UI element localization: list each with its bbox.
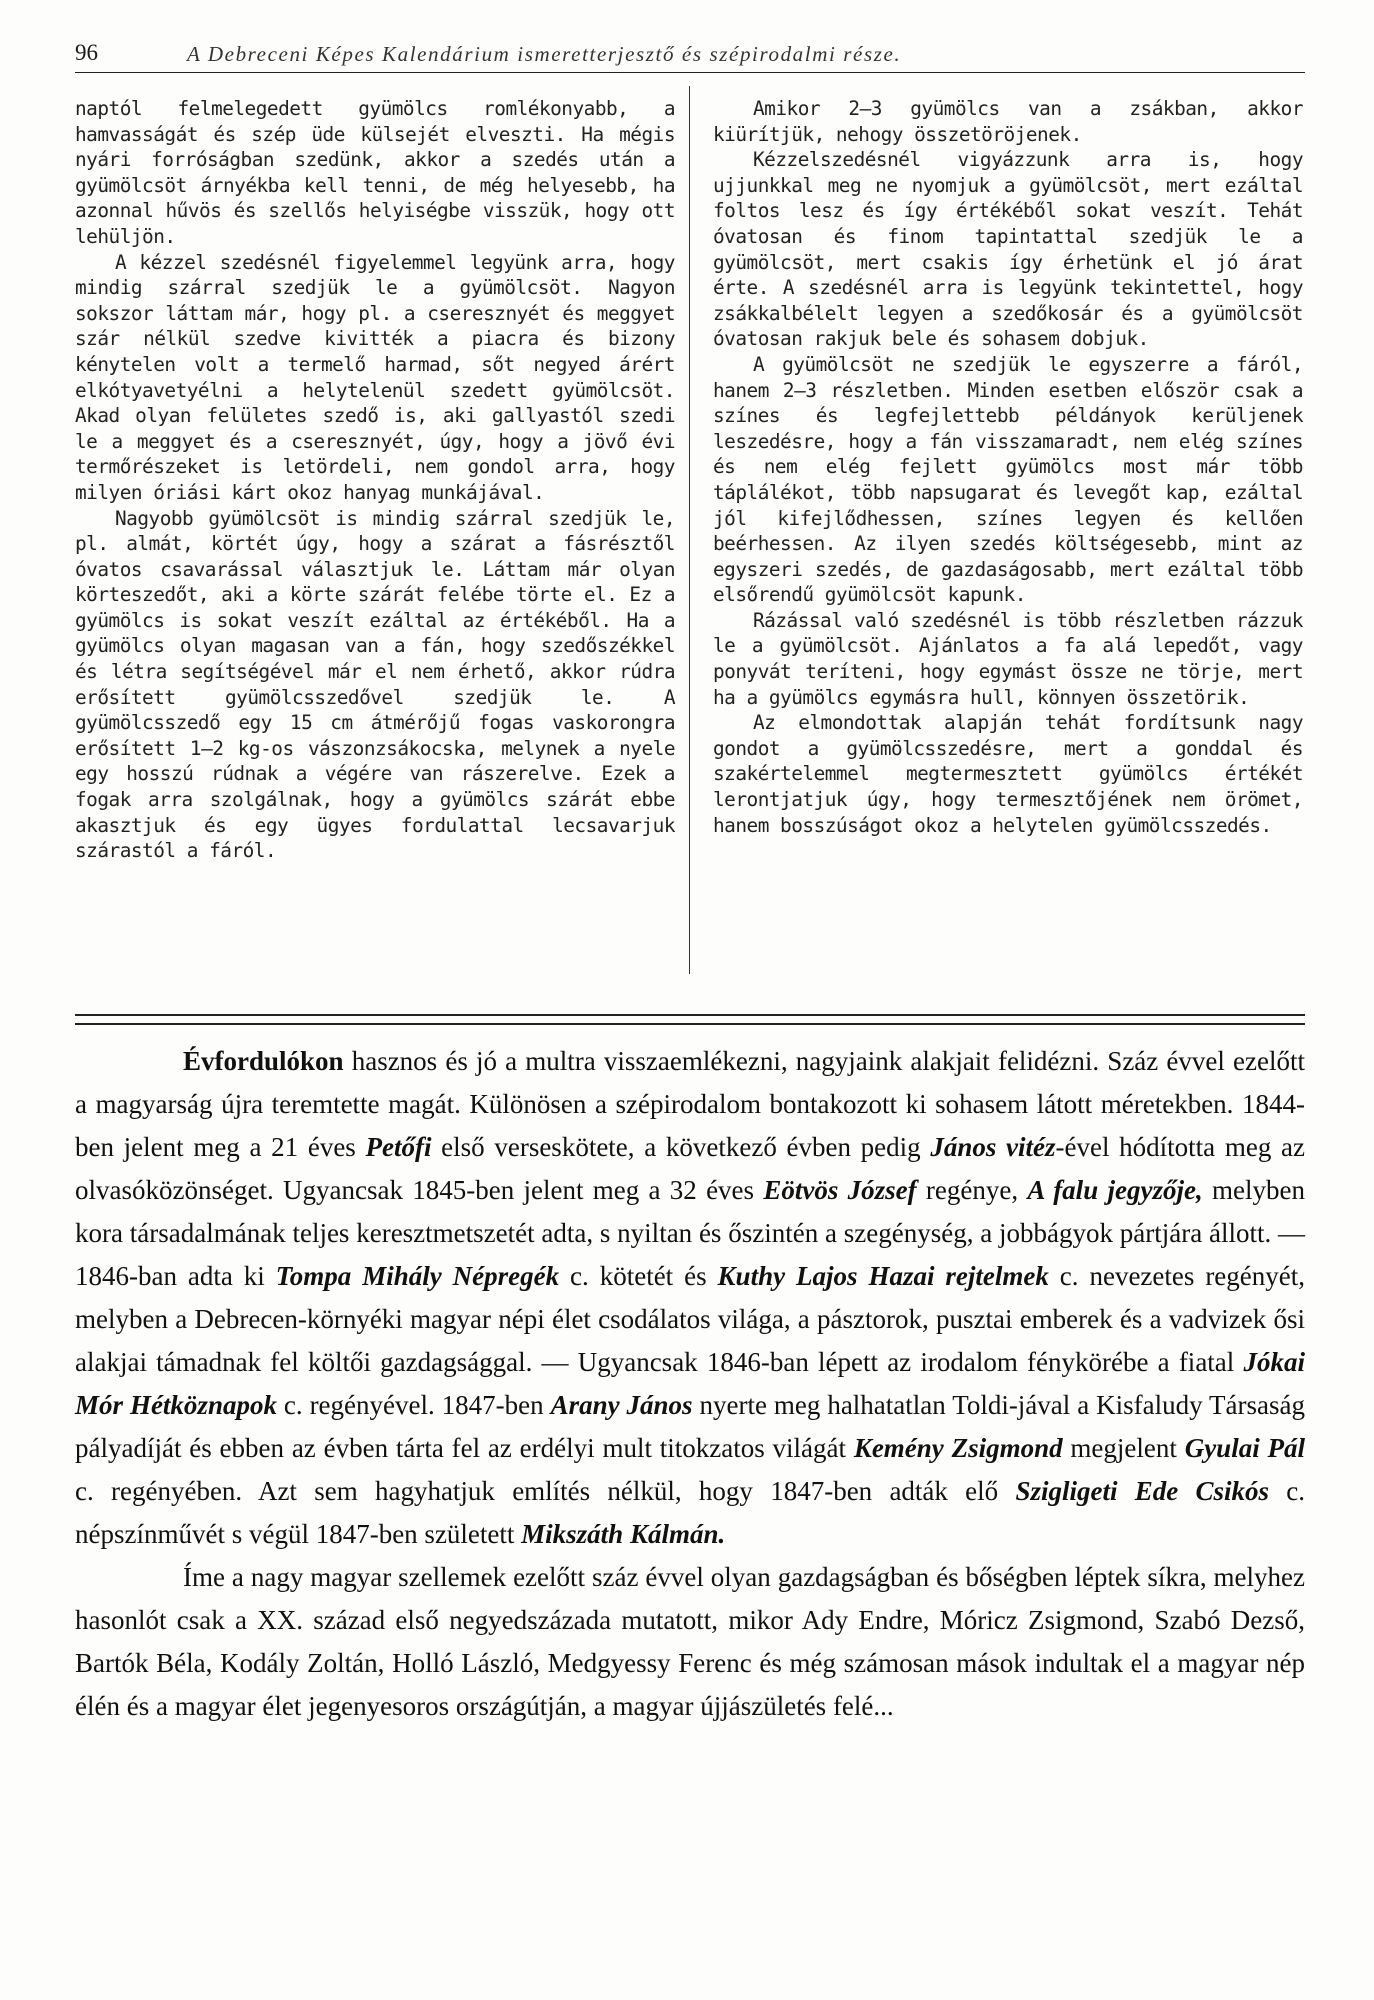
article-text: -ével hódította meg az olvasóközönséget. Ugyancsak 1845-ben jelent meg a 32 éves: [75, 1132, 1305, 1205]
author-work: Tompa Mihály Népregék: [275, 1261, 560, 1291]
author-work: Jókai Mór Hétköznapok: [75, 1347, 1305, 1420]
page-number: 96: [75, 40, 98, 65]
column-divider: [689, 86, 690, 974]
author-name: Arany János: [550, 1390, 693, 1420]
article-text: első verseskötete, a következő évben pedig: [431, 1132, 931, 1162]
left-paragraph-2: A kézzel szedésnél figyelemmel legyünk arra, hogy mindig szárral szedjük le a gyümölcsöt. Nagyon sokszor láttam már, hogy pl. a cseresznyét és meggyet szár nélkül szedve kivitték a piacra és bizony kénytelen volt a termelő harmad, sőt negyed árért elkótyavetyélni a helytelenül szedett gyümölcsöt. Akad olyan felületes szedő is, aki gallyastól szedi le a meggyet és a cseresznyét, úgy, hogy a jövő évi termőrészeket is letördeli, nem gondol arra, hogy milyen óriási kárt okoz hanyag munkájával.: [75, 250, 675, 504]
article-text: melyben kora társadalmának teljes keresztmetszetét adta, s nyiltan és őszintén a szegénység, a jobbágyok pártjára állott. — 1846-ban adta ki: [75, 1175, 1305, 1291]
article-text: c. nevezetes regényét, melyben a Debrecen-környéki magyar népi élet csodálatos világa, a pásztorok, pusztai emberek és a vadvizek ősi alakjai támadnak fel költői gazdagsággal. — Ugyancsak 1846-ban lépett az irodalom fénykörébe a fiatal: [75, 1261, 1306, 1377]
page-header: [75, 36, 1305, 73]
author-name: Kemény Zsigmond: [853, 1433, 1063, 1463]
right-column: [713, 96, 1303, 838]
author-name: Mikszáth Kálmán.: [521, 1519, 726, 1549]
author-work: Szigligeti Ede Csikós: [1015, 1476, 1269, 1506]
article-text: nyerte meg halhatatlan Toldi-jával a Kisfaludy Társaság pályadíját és ebben az évben tárta fel az erdélyi mult titokzatos világát: [75, 1390, 1306, 1463]
author-work: Kuthy Lajos Hazai rejtelmek: [717, 1261, 1049, 1291]
work-title: János vitéz: [930, 1132, 1056, 1162]
running-title: A Debreceni Képes Kalendárium ismeretterjesztő és szépirodalmi része.: [187, 42, 902, 66]
article-paragraph-1: [75, 1040, 1305, 1556]
left-paragraph-3: Nagyobb gyümölcsöt is mindig szárral szedjük le, pl. almát, körtét úgy, hogy a szárat a fásrésztől óvatos csavarással választjuk le. Láttam már olyan körteszedőt, aki a körte szárát felébe törte el. Ez a gyümölcs is sokat veszít ezáltal az értékéből. Ha a gyümölcs olyan magasan van a fán, hogy szedőszékkel és létra segítségével már el nem érhető, akkor rúdra erősített gyümölcsszedővel szedjük le. A gyümölcsszedő egy 15 cm átmérőjű fogas vaskorongra erősített 1—2 kg-os vászonzsákocska, melynek a nyele egy hosszú rúdnak a végére van rászerelve. Ezek a fogak arra szolgálnak, hogy a gyümölcs szárát ebbe akasztjuk és egy ügyes fordulattal lecsavarjuk szárastól a fáról.: [75, 506, 675, 863]
anniversary-article: [75, 1040, 1305, 1728]
author-name: Petőfi: [365, 1132, 432, 1162]
work-title: Gyulai Pál: [1184, 1433, 1306, 1463]
right-paragraph-2: Kézzelszedésnél vigyázzunk arra is, hogy ujjunkkal meg ne nyomjuk a gyümölcsöt, mert ezáltal foltos lesz és így értékéből sokat veszít. Tehát óvatosan és finom tapintattal szedjük le a gyümölcsöt, mert csakis így érhetünk el jó árat érte. A szedésnél arra is legyünk tekintettel, hogy zsákkalbélelt legyen a szedőkosár és a gyümölcsöt óvatosan rakjuk bele és sohasem dobjuk.: [713, 148, 1303, 351]
work-title: A falu jegyzője,: [1027, 1175, 1203, 1205]
left-column: [75, 96, 675, 864]
article-text: regénye,: [916, 1175, 1028, 1205]
left-paragraph-1: naptól felmelegedett gyümölcs romlékonyabb, a hamvasságát és szép üde külsejét elveszti. Ha mégis nyári forróságban szedünk, akkor a szedés után a gyümölcsöt árnyékba kell tenni, de még helyesebb, ha azonnal hűvös és szellős helyiségbe visszük, hogy ott lehüljön.: [75, 97, 675, 248]
article-text: c. népszínművét s végül 1847-ben született: [75, 1476, 1305, 1549]
author-name: Eötvös József: [763, 1175, 917, 1205]
article-text: c. regényével. 1847-ben: [276, 1390, 551, 1420]
right-paragraph-5: Az elmondottak alapján tehát fordítsunk nagy gondot a gyümölcsszedésre, mert a gonddal és szakértelemmel megtermesztett gyümölcs értékét lerontjatjuk úgy, hogy termesztőjének nem örömet, hanem bosszúságot okoz a helytelen gyümölcsszedés.: [713, 711, 1303, 837]
article-text: megjelent: [1062, 1433, 1185, 1463]
article-text: hasznos és jó a multra visszaemlékezni, nagyjaink alakjait felidézni. Száz évvel ezelőtt a magyarság újra teremtette magát. Különösen a szépirodalom bontakozott ki sohasem látott méretekben. 1844-ben jelent meg a 21 éves: [75, 1046, 1305, 1162]
right-paragraph-3: A gyümölcsöt ne szedjük le egyszerre a fáról, hanem 2—3 részletben. Minden esetben először csak a színes és legfejlettebb példányok kerüljenek leszedésre, hogy a fán visszamaradt, nem elég színes és nem elég fejlett gyümölcs most már több táplálékot, több napsugarat és levegőt kap, ezáltal jól kifejlődhessen, színes legyen és kellően beérhessen. Az ilyen szedés költségesebb, mint az egyszeri szedés, de gazdaságosabb, mert ezáltal több elsőrendű gyümölcsöt kapunk.: [713, 352, 1303, 607]
article-paragraph-2: Íme a nagy magyar szellemek ezelőtt száz évvel olyan gazdagságban és bőségben léptek síkra, melyhez hasonlót csak a XX. század első negyedszázada mutatott, mikor Ady Endre, Móricz Zsigmond, Szabó Dezső, Bartók Béla, Kodály Zoltán, Holló László, Medgyessy Ferenc és még számosan mások indultak el a magyar nép élén és a magyar élet jegenyesoros országútján, a magyar újjászületés felé...: [75, 1562, 1305, 1721]
right-paragraph-1: Amikor 2—3 gyümölcs van a zsákban, akkor kiürítjük, nehogy összetöröjenek.: [713, 97, 1303, 146]
article-lead-word: Évfordulókon: [183, 1046, 344, 1076]
article-text: c. regényében. Azt sem hagyhatjuk említés nélkül, hogy 1847-ben adták elő: [75, 1476, 1016, 1506]
section-separator: [75, 1014, 1305, 1025]
right-paragraph-4: Rázással való szedésnél is több részletben rázzuk le a gyümölcsöt. Ajánlatos a fa alá lepedőt, vagy ponyvát teríteni, hogy egymást össze ne törje, mert ha a gyümölcs egymásra hull, könnyen összetörik.: [713, 608, 1303, 709]
article-text: c. kötetét és: [559, 1261, 718, 1291]
